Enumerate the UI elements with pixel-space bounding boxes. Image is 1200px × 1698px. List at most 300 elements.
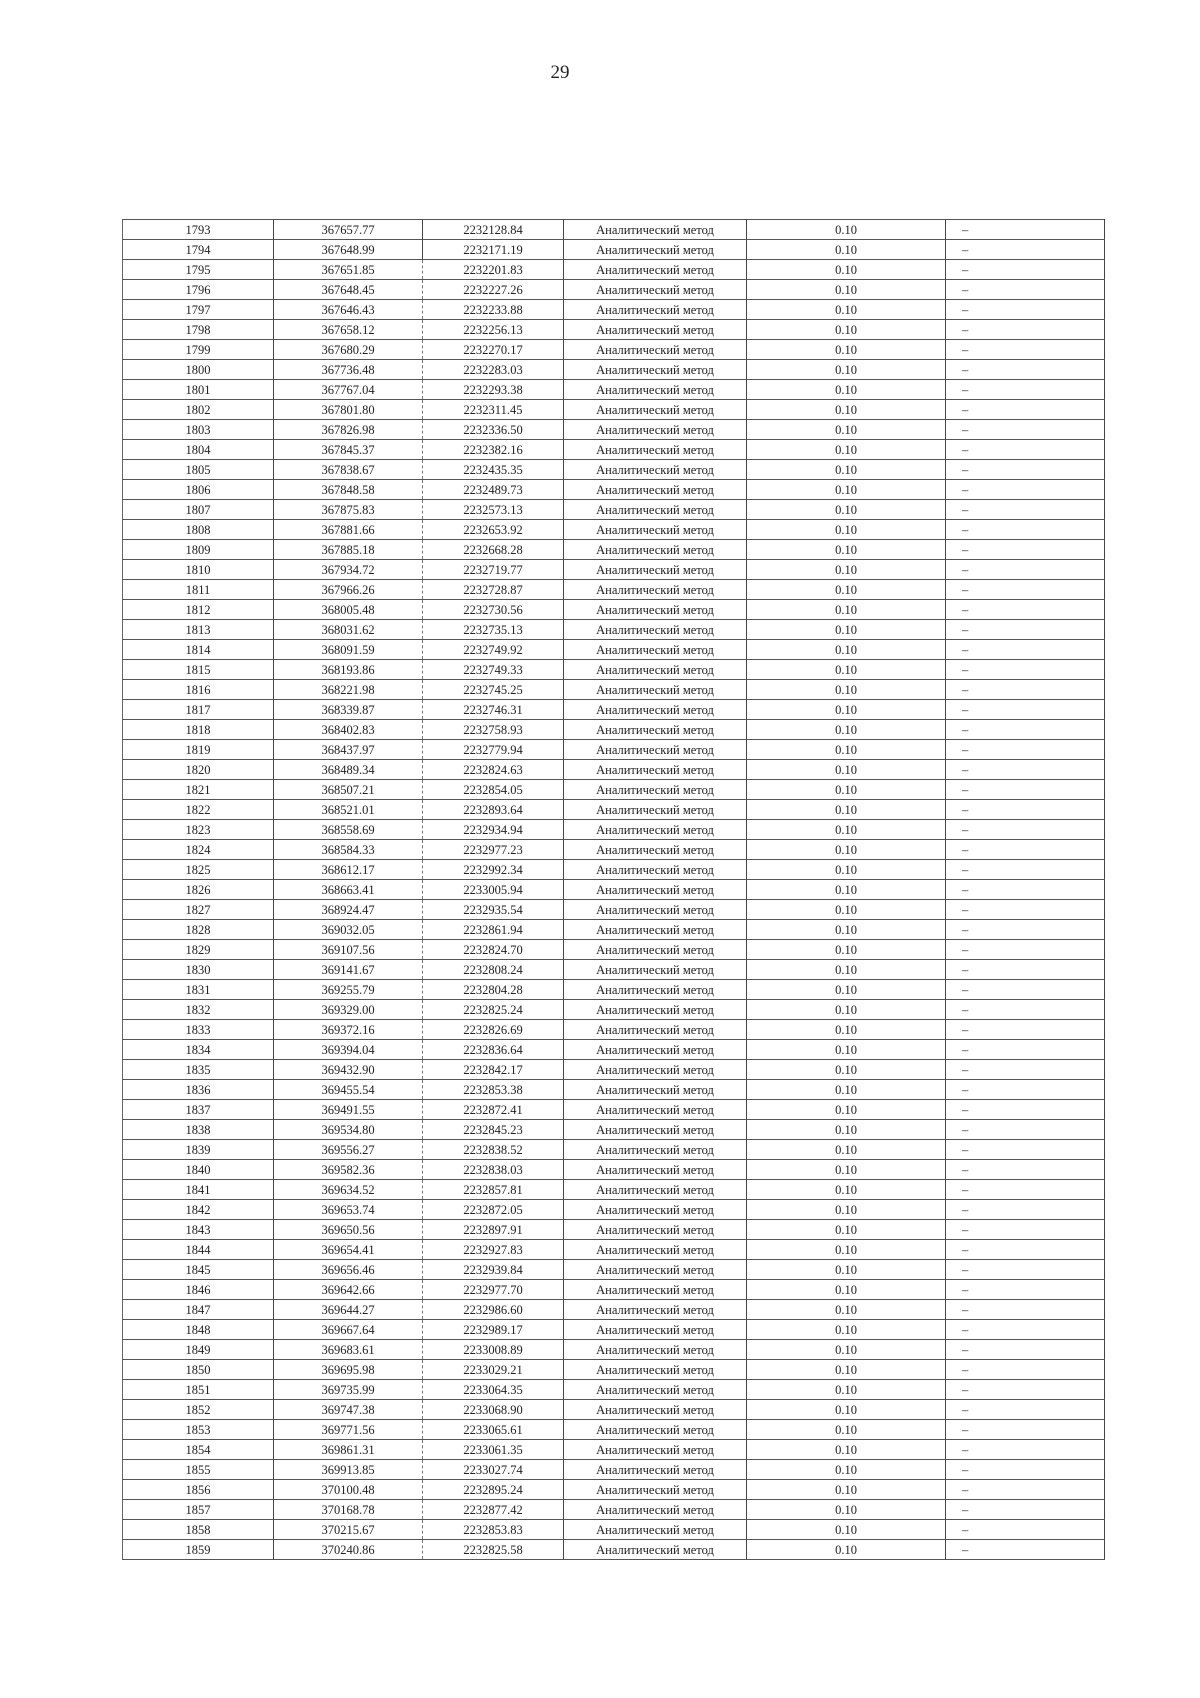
method-cell: Аналитический метод <box>564 700 747 720</box>
y-coordinate-cell: 2232336.50 <box>423 420 564 440</box>
point-number-cell: 1849 <box>123 1340 274 1360</box>
table-row <box>123 880 1105 900</box>
table-row <box>123 600 1105 620</box>
note-cell: – <box>946 960 1105 980</box>
point-number-cell: 1809 <box>123 540 274 560</box>
point-number-cell: 1830 <box>123 960 274 980</box>
y-coordinate-cell: 2232201.83 <box>423 260 564 280</box>
x-coordinate-cell: 368558.69 <box>274 820 423 840</box>
note-cell: – <box>946 700 1105 720</box>
table-row <box>123 320 1105 340</box>
note-cell: – <box>946 1140 1105 1160</box>
x-coordinate-cell: 370240.86 <box>274 1540 423 1560</box>
point-number-cell: 1858 <box>123 1520 274 1540</box>
y-coordinate-cell: 2232826.69 <box>423 1020 564 1040</box>
accuracy-cell: 0.10 <box>747 1260 946 1280</box>
point-number-cell: 1839 <box>123 1140 274 1160</box>
accuracy-cell: 0.10 <box>747 1220 946 1240</box>
table-row <box>123 340 1105 360</box>
note-cell: – <box>946 660 1105 680</box>
method-cell: Аналитический метод <box>564 580 747 600</box>
point-number-cell: 1810 <box>123 560 274 580</box>
accuracy-cell: 0.10 <box>747 1080 946 1100</box>
point-number-cell: 1844 <box>123 1240 274 1260</box>
table-row <box>123 1500 1105 1520</box>
method-cell: Аналитический метод <box>564 280 747 300</box>
accuracy-cell: 0.10 <box>747 1040 946 1060</box>
accuracy-cell: 0.10 <box>747 1100 946 1120</box>
note-cell: – <box>946 1500 1105 1520</box>
method-cell: Аналитический метод <box>564 1260 747 1280</box>
method-cell: Аналитический метод <box>564 660 747 680</box>
point-number-cell: 1843 <box>123 1220 274 1240</box>
y-coordinate-cell: 2233027.74 <box>423 1460 564 1480</box>
point-number-cell: 1855 <box>123 1460 274 1480</box>
method-cell: Аналитический метод <box>564 1140 747 1160</box>
accuracy-cell: 0.10 <box>747 900 946 920</box>
accuracy-cell: 0.10 <box>747 640 946 660</box>
y-coordinate-cell: 2232836.64 <box>423 1040 564 1060</box>
x-coordinate-cell: 369032.05 <box>274 920 423 940</box>
note-cell: – <box>946 560 1105 580</box>
point-number-cell: 1838 <box>123 1120 274 1140</box>
coordinates-table-body <box>123 220 1105 1560</box>
x-coordinate-cell: 368031.62 <box>274 620 423 640</box>
x-coordinate-cell: 369656.46 <box>274 1260 423 1280</box>
x-coordinate-cell: 367648.99 <box>274 240 423 260</box>
point-number-cell: 1829 <box>123 940 274 960</box>
y-coordinate-cell: 2232745.25 <box>423 680 564 700</box>
method-cell: Аналитический метод <box>564 620 747 640</box>
note-cell: – <box>946 1080 1105 1100</box>
point-number-cell: 1802 <box>123 400 274 420</box>
accuracy-cell: 0.10 <box>747 240 946 260</box>
point-number-cell: 1835 <box>123 1060 274 1080</box>
accuracy-cell: 0.10 <box>747 820 946 840</box>
note-cell: – <box>946 260 1105 280</box>
method-cell: Аналитический метод <box>564 480 747 500</box>
y-coordinate-cell: 2233061.35 <box>423 1440 564 1460</box>
method-cell: Аналитический метод <box>564 1400 747 1420</box>
point-number-cell: 1834 <box>123 1040 274 1060</box>
x-coordinate-cell: 367875.83 <box>274 500 423 520</box>
x-coordinate-cell: 368193.86 <box>274 660 423 680</box>
method-cell: Аналитический метод <box>564 980 747 1000</box>
x-coordinate-cell: 369747.38 <box>274 1400 423 1420</box>
method-cell: Аналитический метод <box>564 720 747 740</box>
note-cell: – <box>946 880 1105 900</box>
x-coordinate-cell: 367651.85 <box>274 260 423 280</box>
table-row <box>123 1080 1105 1100</box>
x-coordinate-cell: 367767.04 <box>274 380 423 400</box>
point-number-cell: 1847 <box>123 1300 274 1320</box>
accuracy-cell: 0.10 <box>747 560 946 580</box>
y-coordinate-cell: 2232989.17 <box>423 1320 564 1340</box>
y-coordinate-cell: 2232311.45 <box>423 400 564 420</box>
accuracy-cell: 0.10 <box>747 1300 946 1320</box>
accuracy-cell: 0.10 <box>747 700 946 720</box>
y-coordinate-cell: 2232853.83 <box>423 1520 564 1540</box>
x-coordinate-cell: 367881.66 <box>274 520 423 540</box>
x-coordinate-cell: 369913.85 <box>274 1460 423 1480</box>
method-cell: Аналитический метод <box>564 760 747 780</box>
table-row <box>123 780 1105 800</box>
method-cell: Аналитический метод <box>564 840 747 860</box>
table-row <box>123 980 1105 1000</box>
point-number-cell: 1859 <box>123 1540 274 1560</box>
table-row <box>123 920 1105 940</box>
point-number-cell: 1825 <box>123 860 274 880</box>
point-number-cell: 1837 <box>123 1100 274 1120</box>
note-cell: – <box>946 800 1105 820</box>
accuracy-cell: 0.10 <box>747 1500 946 1520</box>
note-cell: – <box>946 220 1105 240</box>
y-coordinate-cell: 2232227.26 <box>423 280 564 300</box>
table-row <box>123 360 1105 380</box>
accuracy-cell: 0.10 <box>747 1000 946 1020</box>
table-row <box>123 1100 1105 1120</box>
table-row <box>123 740 1105 760</box>
table-row <box>123 1220 1105 1240</box>
point-number-cell: 1824 <box>123 840 274 860</box>
table-row <box>123 720 1105 740</box>
method-cell: Аналитический метод <box>564 800 747 820</box>
note-cell: – <box>946 720 1105 740</box>
x-coordinate-cell: 369695.98 <box>274 1360 423 1380</box>
method-cell: Аналитический метод <box>564 340 747 360</box>
method-cell: Аналитический метод <box>564 1340 747 1360</box>
method-cell: Аналитический метод <box>564 380 747 400</box>
point-number-cell: 1798 <box>123 320 274 340</box>
note-cell: – <box>946 340 1105 360</box>
accuracy-cell: 0.10 <box>747 880 946 900</box>
note-cell: – <box>946 1240 1105 1260</box>
y-coordinate-cell: 2232573.13 <box>423 500 564 520</box>
accuracy-cell: 0.10 <box>747 600 946 620</box>
point-number-cell: 1794 <box>123 240 274 260</box>
method-cell: Аналитический метод <box>564 560 747 580</box>
accuracy-cell: 0.10 <box>747 840 946 860</box>
table-row <box>123 380 1105 400</box>
accuracy-cell: 0.10 <box>747 940 946 960</box>
point-number-cell: 1854 <box>123 1440 274 1460</box>
accuracy-cell: 0.10 <box>747 1540 946 1560</box>
method-cell: Аналитический метод <box>564 1160 747 1180</box>
x-coordinate-cell: 369141.67 <box>274 960 423 980</box>
method-cell: Аналитический метод <box>564 1380 747 1400</box>
y-coordinate-cell: 2232804.28 <box>423 980 564 1000</box>
y-coordinate-cell: 2232746.31 <box>423 700 564 720</box>
x-coordinate-cell: 369432.90 <box>274 1060 423 1080</box>
y-coordinate-cell: 2232927.83 <box>423 1240 564 1260</box>
note-cell: – <box>946 320 1105 340</box>
y-coordinate-cell: 2232825.24 <box>423 1000 564 1020</box>
table-row <box>123 960 1105 980</box>
point-number-cell: 1822 <box>123 800 274 820</box>
y-coordinate-cell: 2232668.28 <box>423 540 564 560</box>
table-row <box>123 1360 1105 1380</box>
x-coordinate-cell: 369394.04 <box>274 1040 423 1060</box>
x-coordinate-cell: 368612.17 <box>274 860 423 880</box>
method-cell: Аналитический метод <box>564 320 747 340</box>
accuracy-cell: 0.10 <box>747 1120 946 1140</box>
accuracy-cell: 0.10 <box>747 300 946 320</box>
point-number-cell: 1817 <box>123 700 274 720</box>
table-row <box>123 1160 1105 1180</box>
method-cell: Аналитический метод <box>564 300 747 320</box>
y-coordinate-cell: 2233068.90 <box>423 1400 564 1420</box>
x-coordinate-cell: 367658.12 <box>274 320 423 340</box>
method-cell: Аналитический метод <box>564 1500 747 1520</box>
table-row <box>123 800 1105 820</box>
point-number-cell: 1833 <box>123 1020 274 1040</box>
note-cell: – <box>946 1320 1105 1340</box>
note-cell: – <box>946 1160 1105 1180</box>
y-coordinate-cell: 2233005.94 <box>423 880 564 900</box>
x-coordinate-cell: 369107.56 <box>274 940 423 960</box>
method-cell: Аналитический метод <box>564 820 747 840</box>
note-cell: – <box>946 1180 1105 1200</box>
x-coordinate-cell: 369534.80 <box>274 1120 423 1140</box>
table-row <box>123 280 1105 300</box>
method-cell: Аналитический метод <box>564 1540 747 1560</box>
note-cell: – <box>946 1340 1105 1360</box>
y-coordinate-cell: 2232128.84 <box>423 220 564 240</box>
table-row <box>123 500 1105 520</box>
y-coordinate-cell: 2232853.38 <box>423 1080 564 1100</box>
table-row <box>123 1320 1105 1340</box>
table-row <box>123 1540 1105 1560</box>
x-coordinate-cell: 369667.64 <box>274 1320 423 1340</box>
table-row <box>123 520 1105 540</box>
point-number-cell: 1800 <box>123 360 274 380</box>
accuracy-cell: 0.10 <box>747 580 946 600</box>
y-coordinate-cell: 2232872.41 <box>423 1100 564 1120</box>
point-number-cell: 1819 <box>123 740 274 760</box>
note-cell: – <box>946 580 1105 600</box>
accuracy-cell: 0.10 <box>747 520 946 540</box>
x-coordinate-cell: 368437.97 <box>274 740 423 760</box>
note-cell: – <box>946 780 1105 800</box>
x-coordinate-cell: 370168.78 <box>274 1500 423 1520</box>
x-coordinate-cell: 368402.83 <box>274 720 423 740</box>
table-row <box>123 1520 1105 1540</box>
method-cell: Аналитический метод <box>564 1180 747 1200</box>
x-coordinate-cell: 369491.55 <box>274 1100 423 1120</box>
note-cell: – <box>946 1040 1105 1060</box>
table-row <box>123 1140 1105 1160</box>
x-coordinate-cell: 368521.01 <box>274 800 423 820</box>
y-coordinate-cell: 2233065.61 <box>423 1420 564 1440</box>
x-coordinate-cell: 367648.45 <box>274 280 423 300</box>
point-number-cell: 1823 <box>123 820 274 840</box>
note-cell: – <box>946 400 1105 420</box>
note-cell: – <box>946 360 1105 380</box>
point-number-cell: 1827 <box>123 900 274 920</box>
x-coordinate-cell: 368663.41 <box>274 880 423 900</box>
page-number: 29 <box>550 62 570 83</box>
accuracy-cell: 0.10 <box>747 1320 946 1340</box>
note-cell: – <box>946 1280 1105 1300</box>
method-cell: Аналитический метод <box>564 1020 747 1040</box>
accuracy-cell: 0.10 <box>747 220 946 240</box>
method-cell: Аналитический метод <box>564 500 747 520</box>
y-coordinate-cell: 2232735.13 <box>423 620 564 640</box>
note-cell: – <box>946 300 1105 320</box>
table-row <box>123 1000 1105 1020</box>
note-cell: – <box>946 940 1105 960</box>
method-cell: Аналитический метод <box>564 880 747 900</box>
note-cell: – <box>946 1260 1105 1280</box>
x-coordinate-cell: 367801.80 <box>274 400 423 420</box>
accuracy-cell: 0.10 <box>747 740 946 760</box>
table-row <box>123 1340 1105 1360</box>
x-coordinate-cell: 367966.26 <box>274 580 423 600</box>
point-number-cell: 1846 <box>123 1280 274 1300</box>
x-coordinate-cell: 370215.67 <box>274 1520 423 1540</box>
point-number-cell: 1857 <box>123 1500 274 1520</box>
method-cell: Аналитический метод <box>564 740 747 760</box>
y-coordinate-cell: 2233008.89 <box>423 1340 564 1360</box>
table-row <box>123 820 1105 840</box>
note-cell: – <box>946 1540 1105 1560</box>
accuracy-cell: 0.10 <box>747 780 946 800</box>
method-cell: Аналитический метод <box>564 1460 747 1480</box>
accuracy-cell: 0.10 <box>747 800 946 820</box>
point-number-cell: 1799 <box>123 340 274 360</box>
table-row <box>123 300 1105 320</box>
table-row <box>123 760 1105 780</box>
accuracy-cell: 0.10 <box>747 1140 946 1160</box>
note-cell: – <box>946 1200 1105 1220</box>
table-row <box>123 1260 1105 1280</box>
table-row <box>123 480 1105 500</box>
table-row <box>123 640 1105 660</box>
method-cell: Аналитический метод <box>564 1440 747 1460</box>
note-cell: – <box>946 640 1105 660</box>
accuracy-cell: 0.10 <box>747 1360 946 1380</box>
point-number-cell: 1840 <box>123 1160 274 1180</box>
table-row <box>123 700 1105 720</box>
table-row <box>123 660 1105 680</box>
accuracy-cell: 0.10 <box>747 260 946 280</box>
note-cell: – <box>946 1480 1105 1500</box>
point-number-cell: 1814 <box>123 640 274 660</box>
table-row <box>123 460 1105 480</box>
y-coordinate-cell: 2233029.21 <box>423 1360 564 1380</box>
y-coordinate-cell: 2232653.92 <box>423 520 564 540</box>
point-number-cell: 1851 <box>123 1380 274 1400</box>
accuracy-cell: 0.10 <box>747 280 946 300</box>
accuracy-cell: 0.10 <box>747 980 946 1000</box>
note-cell: – <box>946 1300 1105 1320</box>
accuracy-cell: 0.10 <box>747 1420 946 1440</box>
method-cell: Аналитический метод <box>564 960 747 980</box>
note-cell: – <box>946 980 1105 1000</box>
point-number-cell: 1811 <box>123 580 274 600</box>
accuracy-cell: 0.10 <box>747 760 946 780</box>
table-row <box>123 220 1105 240</box>
method-cell: Аналитический метод <box>564 920 747 940</box>
table-row <box>123 840 1105 860</box>
y-coordinate-cell: 2232838.52 <box>423 1140 564 1160</box>
accuracy-cell: 0.10 <box>747 620 946 640</box>
x-coordinate-cell: 367736.48 <box>274 360 423 380</box>
y-coordinate-cell: 2232825.58 <box>423 1540 564 1560</box>
table-row <box>123 1300 1105 1320</box>
y-coordinate-cell: 2232934.94 <box>423 820 564 840</box>
note-cell: – <box>946 620 1105 640</box>
point-number-cell: 1818 <box>123 720 274 740</box>
x-coordinate-cell: 368005.48 <box>274 600 423 620</box>
y-coordinate-cell: 2232842.17 <box>423 1060 564 1080</box>
point-number-cell: 1831 <box>123 980 274 1000</box>
note-cell: – <box>946 1520 1105 1540</box>
table-row <box>123 440 1105 460</box>
method-cell: Аналитический метод <box>564 220 747 240</box>
method-cell: Аналитический метод <box>564 460 747 480</box>
point-number-cell: 1820 <box>123 760 274 780</box>
x-coordinate-cell: 368584.33 <box>274 840 423 860</box>
accuracy-cell: 0.10 <box>747 320 946 340</box>
accuracy-cell: 0.10 <box>747 1340 946 1360</box>
table-row <box>123 580 1105 600</box>
x-coordinate-cell: 367826.98 <box>274 420 423 440</box>
table-row <box>123 680 1105 700</box>
x-coordinate-cell: 369372.16 <box>274 1020 423 1040</box>
method-cell: Аналитический метод <box>564 780 747 800</box>
accuracy-cell: 0.10 <box>747 440 946 460</box>
method-cell: Аналитический метод <box>564 640 747 660</box>
note-cell: – <box>946 540 1105 560</box>
x-coordinate-cell: 367646.43 <box>274 300 423 320</box>
method-cell: Аналитический метод <box>564 420 747 440</box>
accuracy-cell: 0.10 <box>747 500 946 520</box>
x-coordinate-cell: 367848.58 <box>274 480 423 500</box>
note-cell: – <box>946 280 1105 300</box>
method-cell: Аналитический метод <box>564 1000 747 1020</box>
accuracy-cell: 0.10 <box>747 480 946 500</box>
point-number-cell: 1806 <box>123 480 274 500</box>
method-cell: Аналитический метод <box>564 440 747 460</box>
table-row <box>123 560 1105 580</box>
accuracy-cell: 0.10 <box>747 1400 946 1420</box>
method-cell: Аналитический метод <box>564 520 747 540</box>
point-number-cell: 1842 <box>123 1200 274 1220</box>
method-cell: Аналитический метод <box>564 900 747 920</box>
method-cell: Аналитический метод <box>564 1100 747 1120</box>
note-cell: – <box>946 1020 1105 1040</box>
table-row <box>123 1200 1105 1220</box>
point-number-cell: 1797 <box>123 300 274 320</box>
accuracy-cell: 0.10 <box>747 460 946 480</box>
method-cell: Аналитический метод <box>564 680 747 700</box>
method-cell: Аналитический метод <box>564 1080 747 1100</box>
y-coordinate-cell: 2232977.23 <box>423 840 564 860</box>
point-number-cell: 1804 <box>123 440 274 460</box>
table-row <box>123 1060 1105 1080</box>
note-cell: – <box>946 1220 1105 1240</box>
method-cell: Аналитический метод <box>564 1360 747 1380</box>
y-coordinate-cell: 2232857.81 <box>423 1180 564 1200</box>
point-number-cell: 1816 <box>123 680 274 700</box>
table-row <box>123 1180 1105 1200</box>
point-number-cell: 1813 <box>123 620 274 640</box>
method-cell: Аналитический метод <box>564 240 747 260</box>
accuracy-cell: 0.10 <box>747 1520 946 1540</box>
note-cell: – <box>946 1380 1105 1400</box>
x-coordinate-cell: 367680.29 <box>274 340 423 360</box>
